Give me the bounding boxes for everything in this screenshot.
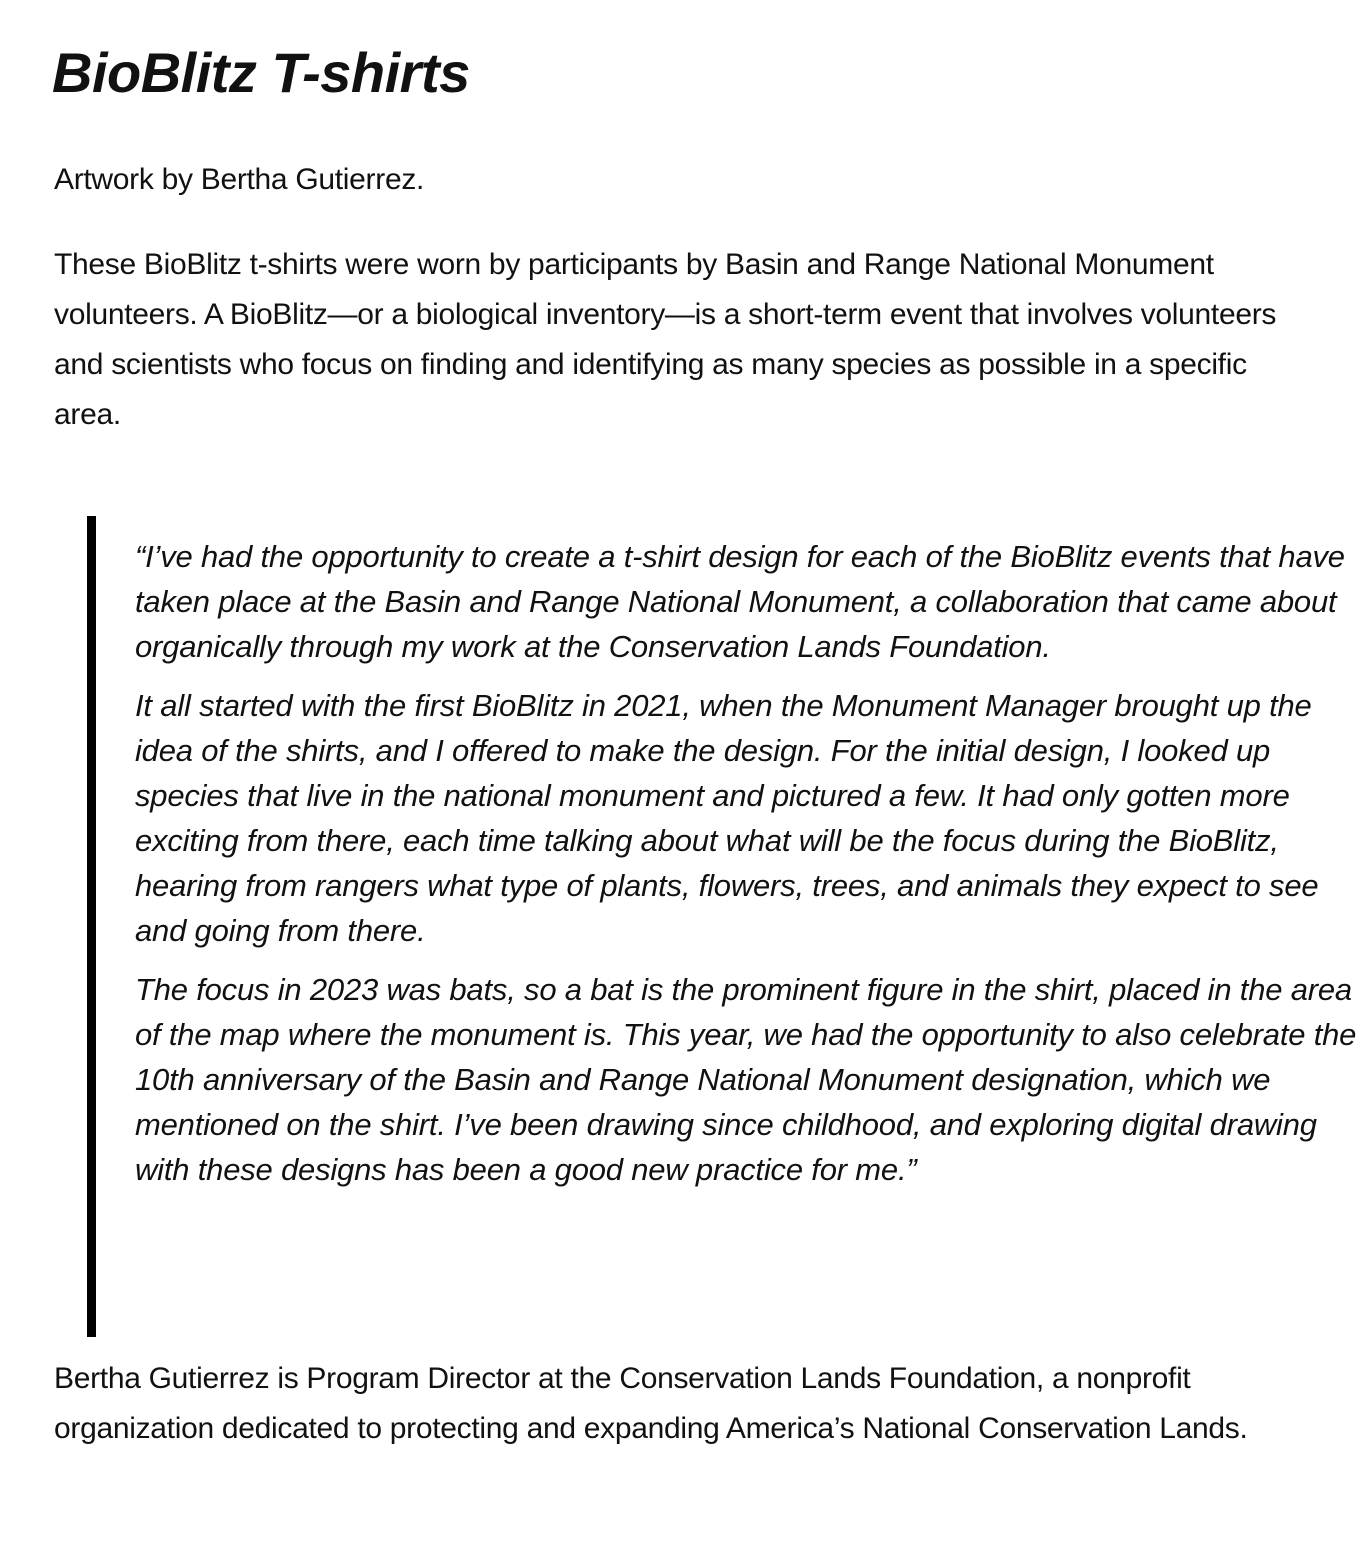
quote-paragraph-2: It all started with the first BioBlitz in 2021, when the Monument Manager brought up the idea of the shirts, and I offered to make the design. For the initial design, I looked up species that live in the national monument and pictured a few. It had only gotten more exciting from there, each time talking about what will be the focus during the BioBlitz, hearing from rangers what type of plants, flowers, trees, and animals they expect to see and going from there. [135, 688, 1319, 948]
artist-quote [87, 516, 1359, 1337]
page-title: BioBlitz T-shirts [52, 41, 470, 104]
artist-bio: Bertha Gutierrez is Program Director at the Conservation Lands Foundation, a nonprofit organization dedicated to protecting and expanding America’s National Conservation Lands. [54, 1362, 1248, 1445]
quote-body [135, 534, 1359, 1206]
artwork-credit: Artwork by Bertha Gutierrez. [54, 163, 425, 196]
quote-paragraph-1: “I’ve had the opportunity to create a t-shirt design for each of the BioBlitz events that have taken place at the Basin and Range National Monument, a collaboration that came about organically through my work at the Conservation Lands Foundation. [135, 539, 1345, 664]
intro-paragraph: These BioBlitz t-shirts were worn by participants by Basin and Range National Monument volunteers. A BioBlitz—or a biological inventory—is a short-term event that involves volunteers and scientists who focus on finding and identifying as many species as possible in a specific area. [54, 248, 1277, 431]
quote-paragraph-3: The focus in 2023 was bats, so a bat is the prominent figure in the shirt, placed in the area of the map where the monument is. This year, we had the opportunity to also celebrate the 10th anniversary of the Basin and Range National Monument designation, which we mentioned on the shirt. I’ve been drawing since childhood, and exploring digital drawing with these designs has been a good new practice for me.” [135, 972, 1357, 1187]
quote-rule [87, 516, 96, 1337]
